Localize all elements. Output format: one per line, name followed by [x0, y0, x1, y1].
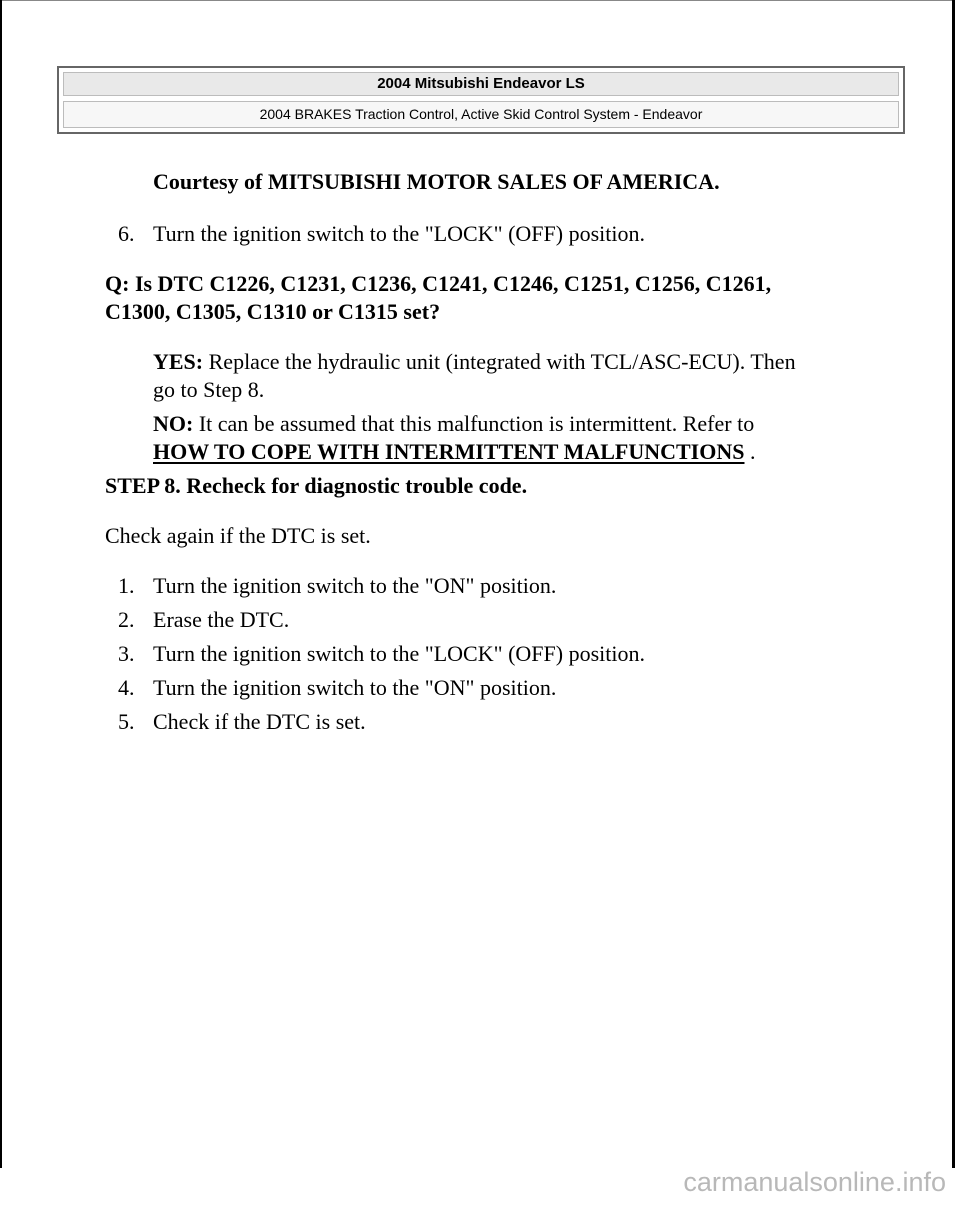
- step8-item-1-number: 1.: [118, 573, 135, 598]
- courtesy-caption: Courtesy of MITSUBISHI MOTOR SALES OF AMERICA.: [153, 169, 720, 194]
- question-line-1: Q: Is DTC C1226, C1231, C1236, C1241, C1246, C1251, C1256, C1261,: [105, 271, 772, 296]
- step8-item-2-number: 2.: [118, 607, 135, 632]
- step8-item-4-text: Turn the ignition switch to the "ON" position.: [153, 675, 557, 700]
- header-title: 2004 Mitsubishi Endeavor LS: [63, 72, 899, 96]
- step8-intro: Check again if the DTC is set.: [105, 523, 371, 548]
- step8-item-1-text: Turn the ignition switch to the "ON" position.: [153, 573, 557, 598]
- yes-answer-line-2: go to Step 8.: [153, 377, 265, 402]
- step8-item-5-text: Check if the DTC is set.: [153, 709, 366, 734]
- step8-item-4-number: 4.: [118, 675, 135, 700]
- step8-heading: STEP 8. Recheck for diagnostic trouble code.: [105, 473, 528, 498]
- step8-item-3-text: Turn the ignition switch to the "LOCK" (OFF) position.: [153, 641, 646, 666]
- header-subtitle: 2004 BRAKES Traction Control, Active Skid Control System - Endeavor: [63, 101, 899, 128]
- step8-item-5-number: 5.: [118, 709, 135, 734]
- document-header: [57, 66, 905, 134]
- yes-answer-line-1: [153, 348, 796, 376]
- question-line-2: C1300, C1305, C1310 or C1315 set?: [105, 299, 441, 324]
- intermittent-malfunctions-link[interactable]: HOW TO COPE WITH INTERMITTENT MALFUNCTIONS: [153, 439, 745, 464]
- step6-text: Turn the ignition switch to the "LOCK" (OFF) position.: [153, 221, 646, 246]
- no-text: It can be assumed that this malfunction is intermittent. Refer to: [193, 411, 755, 436]
- site-watermark: carmanualsonline.info: [683, 1167, 946, 1197]
- step6-number: 6.: [118, 221, 135, 246]
- no-label: NO:: [153, 411, 194, 436]
- page-right-border: [952, 0, 955, 1168]
- no-answer-line-2: [153, 438, 755, 466]
- page-top-border: [0, 0, 955, 1]
- no-answer-line-1: [153, 410, 754, 438]
- step8-item-3-number: 3.: [118, 641, 135, 666]
- yes-label: YES:: [153, 349, 204, 374]
- no-after-link: .: [744, 439, 756, 464]
- yes-text: Replace the hydraulic unit (integrated with TCL/ASC-ECU). Then: [203, 349, 796, 374]
- step8-item-2-text: Erase the DTC.: [153, 607, 290, 632]
- page-left-border: [0, 0, 2, 1168]
